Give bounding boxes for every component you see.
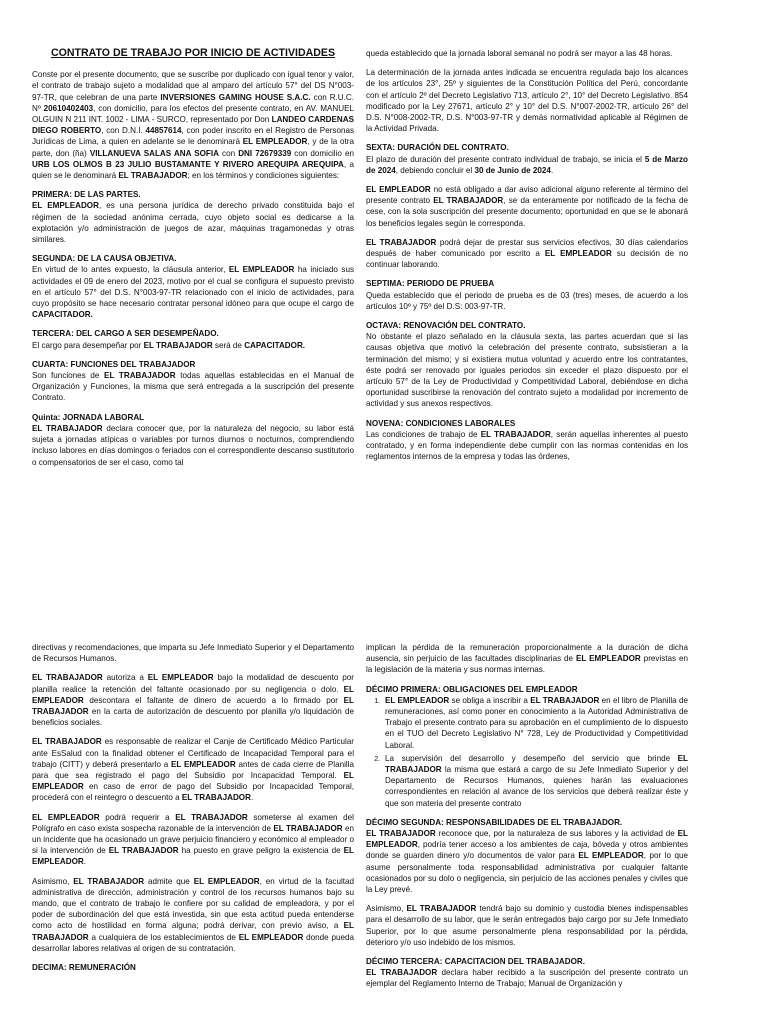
bold-term: EL TRABAJADOR — [366, 829, 436, 839]
bold-term: 5 de Marzo de 2024 — [366, 154, 688, 175]
text-run: admite que — [144, 876, 194, 886]
clause-heading: DÉCIMO SEGUNDA: RESPONSABILIDADES DE EL TRABAJADOR. — [366, 817, 623, 827]
text-run: queda establecido que la jornada laboral semanal no podrá ser mayor a las 48 horas. — [366, 49, 673, 58]
page-break — [0, 575, 768, 627]
bold-term: EL TRABAJADOR — [32, 695, 354, 717]
bold-term: CAPACITADOR. — [32, 310, 93, 320]
text-run: , por lo que asume personalmente toda responsabilidad administrativa por cualquier faltante ocasionados por su dolo o negligencia, sin perjuicio de las acciones penales y civiles que la Ley prevé. — [366, 851, 688, 895]
bold-term: EL EMPLEADOR — [32, 771, 354, 792]
bold-term: EL EMPLEADOR — [32, 812, 100, 822]
text-run: podrá dejar de prestar sus servicios efectivos, 30 días calendarios después de haber comunicado por escrito a — [366, 237, 688, 259]
paragraph — [366, 967, 688, 989]
bold-term: EL EMPLEADOR — [238, 932, 304, 942]
text-run: autoriza a — [102, 673, 148, 683]
clause-heading: PRIMERA: DE LAS PARTES. — [32, 190, 141, 200]
text-run: en el libro de Planilla de remuneraciones, así como poner en conocimiento a la Autoridad Administrativa de Trabajo el presente contrato para su aprobación en el cumplimiento de lo dispuesto en el TUO del Decreto Legislativo N° 728, Ley de Productividad y Competitividad Laboral. — [385, 695, 688, 750]
text-run: ; en los términos y condiciones siguientes: — [187, 171, 340, 181]
text-run: bajo la modalidad de descuento por planilla realice la retención del faltante ocasionado por su negligencia o dolo. — [32, 673, 354, 694]
text-run: , debiendo concluir el — [395, 165, 475, 175]
paragraph — [32, 340, 354, 351]
text-run: se obliga a inscribir a — [449, 695, 531, 705]
text-run: implican la pérdida de la remuneración proporcionalmente a la duración de dicha ausencia, sin perjuicio de las facultades disciplinarias de — [366, 643, 688, 664]
text-run: tendrá bajo su dominio y custodia bienes indispensables para el desarrollo de su labor, que le serán entregados bajo cargo por su Jefe Inmediato Superior, por lo que asume personalmente plena responsabilidad por la pérdida, deterioro y/o uso indebido de los mismos. — [366, 904, 688, 947]
text-run: Queda establecido que el periodo de prueba es de 03 (tres) meses, de acuerdo a los artículos 10º y 75º del D.S: 003-97-TR. — [366, 290, 688, 311]
bold-term: EL EMPLEADOR — [242, 137, 308, 147]
paragraph — [366, 237, 688, 271]
text-run: será de — [212, 340, 245, 350]
clause-heading: NOVENA: CONDICIONES LABORALES — [366, 418, 516, 428]
text-run: , a quien se le denominará — [32, 159, 355, 181]
text-run: , con domicilio, para los efectos del presente contrato, en AV. MANUEL OLGUIN N 211 INT. 1002 - LIMA - SURCO, representado por Don — [32, 103, 354, 125]
bold-term: CAPACITADOR. — [244, 340, 306, 350]
text-run: Asimismo, — [366, 904, 407, 914]
text-run: podrá requerir a — [99, 812, 176, 822]
paragraph — [32, 672, 354, 728]
bold-term: EL EMPLEADOR — [544, 249, 612, 259]
bold-term: EL TRABAJADOR — [32, 921, 354, 942]
clause-heading: DÉCIMO PRIMERA: OBLIGACIONES DEL EMPLEADOR — [366, 684, 578, 694]
bold-term: EL TRABAJADOR — [175, 812, 248, 822]
bold-term: 20610402403 — [43, 103, 94, 113]
text-run: Conste por el presente documento, que se suscribe por duplicado con igual tenor y valor, el contrato de trabajo sujeto a modalidad que al amparo del artículo 57° del DS N°003-97-TR, que celebran de una parte — [32, 70, 354, 102]
text-run: previstas en la legislación de la materia y sus normas internas. — [366, 654, 688, 675]
text-run: , y de la otra parte, don (ña) — [32, 137, 354, 158]
clause-heading: SEPTIMA: PERIODO DE PRUEBA — [366, 279, 495, 289]
text-run: . — [250, 793, 254, 803]
text-run: Las condiciones de trabajo de — [366, 429, 481, 439]
clause-heading: Quinta: JORNADA LABORAL — [32, 412, 145, 422]
paragraph — [366, 154, 688, 176]
text-run: Asimismo, — [32, 876, 74, 886]
text-run: ha puesto en grave peligro la existencia de — [178, 846, 344, 856]
bold-term: EL EMPLEADOR — [366, 829, 688, 850]
bold-term: INVERSIONES GAMING HOUSE S.A.C. — [160, 92, 311, 102]
bold-term: EL TRABAJADOR — [480, 429, 551, 439]
list-item — [382, 695, 688, 751]
text-run: declara conocer que, por la naturaleza del negocio, su labor está sujeta a jornadas atípicas o variables por turnos diurnos o nocturnos, comprendiendo incluso labores en días domingos o feriados con el correspondiente descanso sustitutorio o compensatorios de ser el caso, como tal — [32, 423, 354, 467]
text-run: , se da enteramente por notificado de la fecha de cese, con la sola suscripción del presente documento; oportunidad en que se le abonará los beneficios legales según le corresponda. — [366, 196, 688, 228]
bold-term: EL EMPLEADOR — [32, 201, 99, 211]
bold-term: EL TRABAJADOR — [530, 695, 600, 705]
paragraph — [32, 423, 354, 468]
paragraph — [366, 903, 688, 948]
text-run: con R.U.C. Nº — [32, 92, 354, 113]
clause-heading: DÉCIMO TERCERA: CAPACITACION DEL TRABAJADOR. — [366, 957, 585, 967]
bold-term: EL EMPLEADOR — [228, 265, 295, 275]
text-run: someterse al examen del Polígrafo en caso exista sospecha razonable de la intervención de — [32, 812, 354, 833]
text-run: reconoce que, por la naturaleza de sus labores y la actividad de — [435, 829, 678, 839]
text-run: , podría tener acceso a los ambientes de caja, bóveda y otros ambientes donde se guarden dinero y/o documentos de valor para — [366, 840, 688, 861]
text-run: a cualquiera de los establecimientos de — [88, 932, 239, 942]
text-run: todas aquellas establecidas en el Manual de Organización y Funciones, la misma que será entregada a la suscripción del presente Contrato. — [32, 371, 354, 403]
page1-left-content — [32, 69, 354, 468]
text-run: en un incidente que ha ocasionado un grave perjuicio financiero y económico al empleador o si la intervención de — [32, 823, 354, 856]
bold-term: EL EMPLEADOR — [366, 185, 431, 195]
paragraph — [366, 48, 688, 59]
text-run: en caso de error de pago del Subsidio por Incapacidad Temporal, procederá con el reintegro o descuento a — [32, 782, 354, 803]
clause-heading: TERCERA: DEL CARGO A SER DESEMPEÑADO. — [32, 329, 219, 339]
text-run: es responsable de realizar el Canje de Certificado Médico Particular ante EsSalud con la finalidad obtener el Certificado de Incapacidad Temporal para el trabajo (CITT) y deberá presentarlo a — [32, 737, 354, 769]
bold-term: EL TRABAJADOR — [73, 876, 145, 886]
text-run: La supervisión del desarrollo y desempeño del servicio que brinde — [385, 753, 678, 763]
bold-term: EL EMPLEADOR — [578, 851, 644, 861]
text-run: antes de cada cierre de Planilla para que sea registrado el pago del Subsidio por Incapacidad Temporal. — [32, 759, 354, 781]
text-run: en la carta de autorización de descuento por planilla y/o liquidación de beneficios sociales. — [32, 707, 354, 728]
clause-heading: OCTAVA: RENOVACIÓN DEL CONTRATO. — [366, 321, 526, 331]
text-run: En virtud de lo antes expuesto, la cláusula anterior, — [32, 265, 229, 275]
paragraph — [366, 67, 688, 134]
paragraph — [366, 184, 688, 229]
text-run: , es una persona jurídica de derecho privado constituida bajo el régimen de la sociedad anónima cerrada, cuyo objeto social es dedicarse a la explotación y/o administración de juegos de azar, máquinas tragamonedas y otras similares. — [32, 201, 354, 245]
page1-right-column — [366, 48, 688, 471]
text-run: . — [550, 165, 554, 175]
page2-left-column — [32, 642, 354, 973]
bold-term: EL EMPLEADOR — [32, 684, 354, 705]
paragraph — [32, 876, 354, 954]
paragraph — [32, 200, 354, 245]
paragraph — [366, 642, 688, 676]
text-run: El cargo para desempeñar por — [32, 340, 144, 350]
text-run: donde pueda desarrollar labores relativas al origen de su contratación. — [32, 932, 354, 953]
bold-term: EL EMPLEADOR — [147, 673, 214, 683]
text-run: , serán aquellas inherentes al puesto contratado, y en forma independiente debe cumplir con las normas contenidas en los reglamentos internos de la empresa y todas las órdenes, — [366, 429, 688, 462]
bold-term: EL EMPLEADOR — [575, 654, 641, 664]
bold-term: EL TRABAJADOR — [366, 968, 438, 978]
clause-heading: CUARTA: FUNCIONES DEL TRABAJADOR — [32, 359, 196, 369]
text-run: ha iniciado sus actividades el 09 de enero del 2023, motivo por el cual se configura el supuesto previsto en el artículo 57° del D.S. N°003-97-TR relacionado con el inicio de actividades, para cuyo propósito se hace necesario contratar personal idóneo para que ocupe el cargo de — [32, 265, 354, 309]
bold-term: EL EMPLEADOR — [193, 876, 260, 886]
text-run: . — [83, 857, 86, 867]
bold-term: LANDEO CARDENAS DIEGO ROBERTO — [32, 115, 354, 136]
paragraph — [32, 69, 354, 181]
clause-heading: SEXTA: DURACIÓN DEL CONTRATO. — [366, 143, 509, 153]
paragraph — [366, 290, 688, 312]
text-run: directivas y recomendaciones, que imparta su Jefe Inmediato Superior y el Departamento de Recursos Humanos. — [32, 643, 354, 664]
page1-left-column — [32, 48, 354, 476]
bold-term: EL EMPLEADOR — [32, 846, 354, 867]
clause-heading: DECIMA: REMUNERACIÓN — [32, 963, 136, 973]
text-run: con — [218, 148, 239, 158]
bold-term: EL TRABAJADOR — [406, 904, 477, 914]
bold-term: EL TRABAJADOR — [118, 171, 188, 181]
text-run: descontara el faltante de dinero de acuerdo a lo firmado por — [83, 695, 344, 705]
text-run: La determinación de la jornada antes indicada se encuentra regulada bajo los alcances de los artículos 23°, 25º y siguientes de la Constitución Política del Perú, concordante con el artículo 2º del Decreto Legislativo 713, artículo 2°, 10° del Decreto Legislativo. 854 modificado por la Ley 27671, artículo 2° y 10° del D.S. N°007-2002-TR, artículo 26° del D.S. N°008-2002-TR, D.S. N°003-97-TR y demás normatividad aplicable al Régimen de la Actividad Privada. — [366, 68, 688, 134]
paragraph — [32, 642, 354, 664]
page2-right-content — [366, 642, 688, 990]
bold-term: URB LOS OLMOS B 23 JULIO BUSTAMANTE Y RIVERO AREQUIPA AREQUIPA — [32, 159, 344, 169]
bold-term: DNI 72679339 — [238, 148, 292, 158]
bold-term: 30 de Junio de 2024 — [474, 165, 551, 175]
bold-term: EL TRABAJADOR — [273, 823, 343, 833]
bold-term: EL TRABAJADOR — [32, 737, 102, 747]
bold-term: 44857614 — [145, 126, 182, 136]
paragraph — [366, 331, 688, 409]
list-item — [382, 753, 688, 809]
bold-term: VILLANUEVA SALAS ANA SOFIA — [89, 148, 219, 158]
text-run: No obstante el plazo señalado en la cláusula sexta, las partes acuerdan que si las causas objetiva que motivó la celebración del presente contrato, subsistieran a la terminación del mismo; y si existiera mutua voluntad y acuerdo entre los contratantes, éste podrá ser renovado por iguales periodos sin exceder el plazo dispuesto por el artículo 57° de la Ley de Productividad y Competitividad Laboral, debiéndose en dicha oportunidad suscribirse la renovación del contrato sujeto a modalidad por incremento de actividad y sus anexos respectivos. — [366, 332, 688, 409]
text-run: la misma que estará a cargo de su Jefe Inmediato Superior y del Departamento de Recursos Humanos, quienes harán las evaluaciones correspondientes en relación al avance de los servicios que deberá realizar éste y que son materia del presente contrato — [385, 765, 688, 808]
text-run: no está obligado a dar aviso adicional alguno referente al término del presente contrato — [366, 185, 688, 206]
clause-heading: SEGUNDA: DE LA CAUSA OBJETIVA. — [32, 254, 177, 264]
bold-term: EL EMPLEADOR — [171, 759, 236, 769]
page2-left-content — [32, 642, 354, 973]
text-run: , en virtud de la facultad administrativa de dirección, administración y control de los recursos humanos bajo su mando, que el contrato de trabajo le confiere por su calidad de empleadora, y por el poder de subordinación del que está investida, sin que esta actitud pueda entenderse como acto de hostilidad en forma alguna; podrá derivar, con previo aviso, a — [32, 876, 355, 931]
bold-term: EL TRABAJADOR — [32, 673, 103, 683]
text-run: con domicilio en — [291, 148, 354, 158]
bold-term: EL TRABAJADOR — [32, 423, 103, 433]
text-run: El plazo de duración del presente contrato individual de trabajo, se inicia el — [366, 154, 645, 164]
bold-term: EL TRABAJADOR — [366, 237, 437, 247]
paragraph — [32, 812, 354, 868]
page2-right-column — [366, 642, 688, 998]
bold-term: EL TRABAJADOR — [385, 753, 688, 775]
document-title: CONTRATO DE TRABAJO POR INICIO DE ACTIVIDADES — [50, 47, 336, 59]
paragraph — [32, 736, 354, 803]
numbered-list — [366, 695, 688, 809]
text-run: declara haber recibido a la suscripción del presente contrato un ejemplar del Reglamento Interno de Trabajo; Manual de Organización y — [366, 968, 688, 989]
bold-term: EL TRABAJADOR — [104, 371, 176, 381]
paragraph — [32, 264, 354, 320]
paragraph — [366, 429, 688, 463]
text-run: su decisión de no continuar laborando. — [366, 249, 688, 270]
text-run: Son funciones de — [32, 371, 105, 381]
text-run: , con poder inscrito en el Registro de Personas Jurídicas de Lima, a quien en adelante se le denominará — [32, 126, 354, 147]
text-run: , con D.N.I. — [101, 126, 146, 136]
page1-right-content — [366, 48, 688, 463]
paragraph — [366, 828, 688, 895]
bold-term: EL TRABAJADOR — [143, 340, 213, 350]
paragraph — [32, 370, 354, 404]
bold-term: EL TRABAJADOR — [181, 793, 251, 803]
bold-term: EL EMPLEADOR — [385, 695, 450, 705]
bold-term: EL TRABAJADOR — [433, 196, 504, 206]
bold-term: EL TRABAJADOR — [108, 846, 179, 856]
